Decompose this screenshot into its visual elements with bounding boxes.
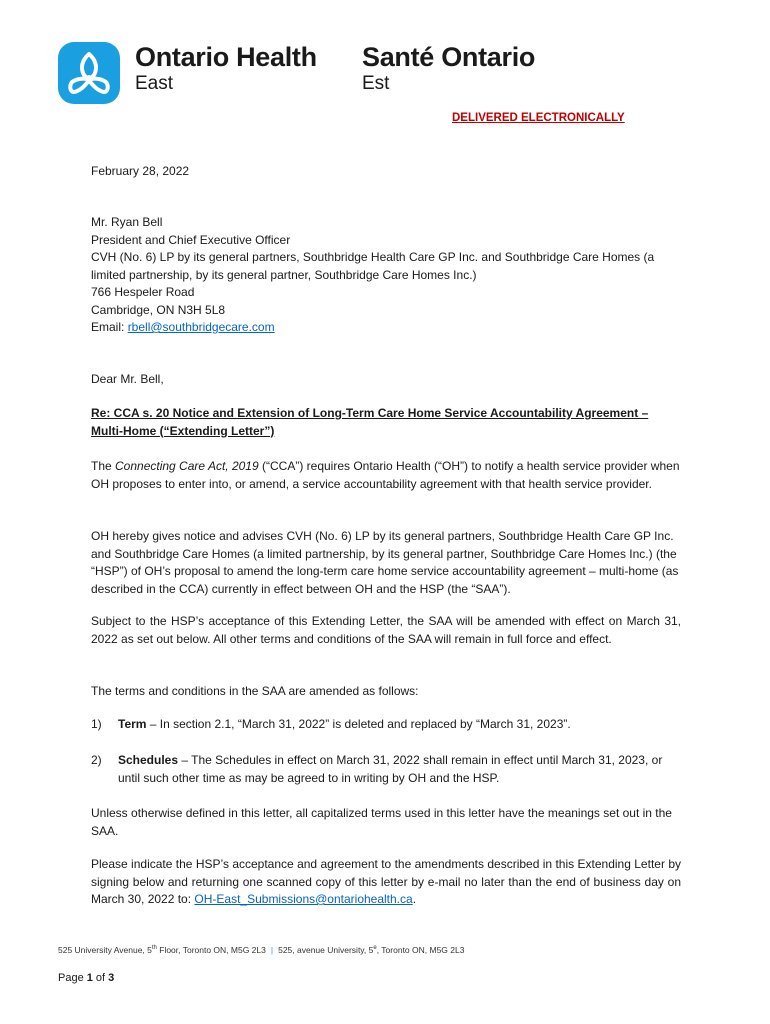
para1-pre: The: [91, 459, 116, 473]
region-en: East: [135, 73, 174, 94]
paragraph-acceptance: Subject to the HSP’s acceptance of this Extending Letter, the SAA will be amended with effect on March 31, 2022 as set out below. All other terms and conditions of the SAA will remain in full force and effect.: [91, 614, 681, 646]
recipient-email-link[interactable]: rbell@southbridgecare.com: [127, 320, 275, 334]
address-fr-pre: 525, avenue University, 5: [278, 945, 374, 955]
item-text: – The Schedules in effect on March 31, 2022 shall remain in effect until March 31, 2023, or until such other time as may be agreed to in writing by OH and the HSP.: [118, 753, 663, 785]
footer-address: [58, 945, 464, 955]
para6-text: Please indicate the HSP’s acceptance and agreement to the amendments described in this Extending Letter by signing below and returning one scanned copy of this letter by e-mail no later than the end of business day on March 30, 2022 to:: [91, 857, 681, 906]
address-fr-sup: e: [373, 945, 377, 952]
amendment-item: [91, 716, 681, 734]
page-label: Page: [58, 972, 87, 984]
para6-end: .: [412, 892, 417, 906]
recipient-block: [91, 214, 681, 337]
recipient-title: President and Chief Executive Officer: [91, 232, 291, 247]
paragraph-signing-instructions: [91, 856, 681, 909]
page-number: [58, 972, 114, 984]
salutation: Dear Mr. Bell,: [91, 372, 164, 386]
recipient-email-line: [91, 319, 681, 337]
brand-english: [135, 40, 317, 95]
subject-line-1: Re: CCA s. 20 Notice and Extension of Long-Term Care Home Service Accountability Agreement –: [91, 406, 649, 420]
paragraph-notice: OH hereby gives notice and advises CVH (No. 6) LP by its general partners, Southbridge Health Care GP Inc. and Southbridge Care Homes (a limited partnership, by its general partner, Southbridge Care Homes Inc.) (the “HSP”) of OH’s proposal to amend the long-term care home service accountability agreement – multi-home (as described in the CCA) currently in effect between OH and the HSP (the “SAA”).: [91, 529, 679, 596]
address-en-sup: th: [151, 945, 157, 952]
page-current: 1: [86, 972, 93, 984]
trillium-logo-icon: [58, 42, 120, 104]
paragraph-cca-notice: [91, 458, 681, 493]
address-en-pre: 525 University Avenue, 5: [58, 945, 152, 955]
paragraph-definitions: Unless otherwise defined in this letter, all capitalized terms used in this letter have the meanings set out in the SAA.: [91, 806, 672, 838]
address-fr-post: , Toronto ON, M5G 2L3: [376, 945, 465, 955]
subject-heading: [91, 405, 681, 440]
page-total: 3: [108, 972, 115, 984]
org-name-fr: Santé Ontario: [362, 42, 536, 72]
letter-date: February 28, 2022: [91, 164, 190, 178]
recipient-org: CVH (No. 6) LP by its general partners, Southbridge Health Care GP Inc. and Southbridge Care Homes (a limited partnership, by its general partner, Southbridge Care Homes Inc.): [91, 250, 655, 282]
amendment-item: [91, 752, 681, 787]
item-term: Term: [118, 717, 147, 731]
region-fr: Est: [362, 73, 390, 94]
item-text: – In section 2.1, “March 31, 2022” is deleted and replaced by “March 31, 2023”.: [146, 717, 571, 731]
submission-email-link[interactable]: OH-East_Submissions@ontariohealth.ca: [194, 892, 413, 906]
recipient-street: 766 Hespeler Road: [91, 285, 195, 299]
para1-post: (“CCA”) requires Ontario Health (“OH”) to notify a health service provider when OH proposes to enter into, or amend, a service accountability agreement with that health service provider.: [91, 459, 680, 491]
address-en-post: Floor, Toronto ON, M5G 2L3: [156, 945, 266, 955]
recipient-city: Cambridge, ON N3H 5L8: [91, 302, 226, 317]
footer-separator: |: [270, 945, 274, 955]
brand-french: [362, 40, 535, 95]
page-of: of: [92, 972, 109, 984]
item-term: Schedules: [118, 753, 179, 767]
paragraph-amendments-intro: The terms and conditions in the SAA are amended as follows:: [91, 684, 419, 698]
recipient-name: Mr. Ryan Bell: [91, 215, 163, 229]
item-number: 2): [91, 753, 102, 767]
org-name-en: Ontario Health: [135, 42, 317, 72]
item-number: 1): [91, 717, 102, 731]
act-name: Connecting Care Act, 2019: [115, 459, 259, 473]
email-label: Email:: [91, 320, 128, 334]
delivered-notice: DELIVERED ELECTRONICALLY: [452, 112, 625, 124]
subject-line-2: Multi-Home (“Extending Letter”): [91, 423, 275, 438]
